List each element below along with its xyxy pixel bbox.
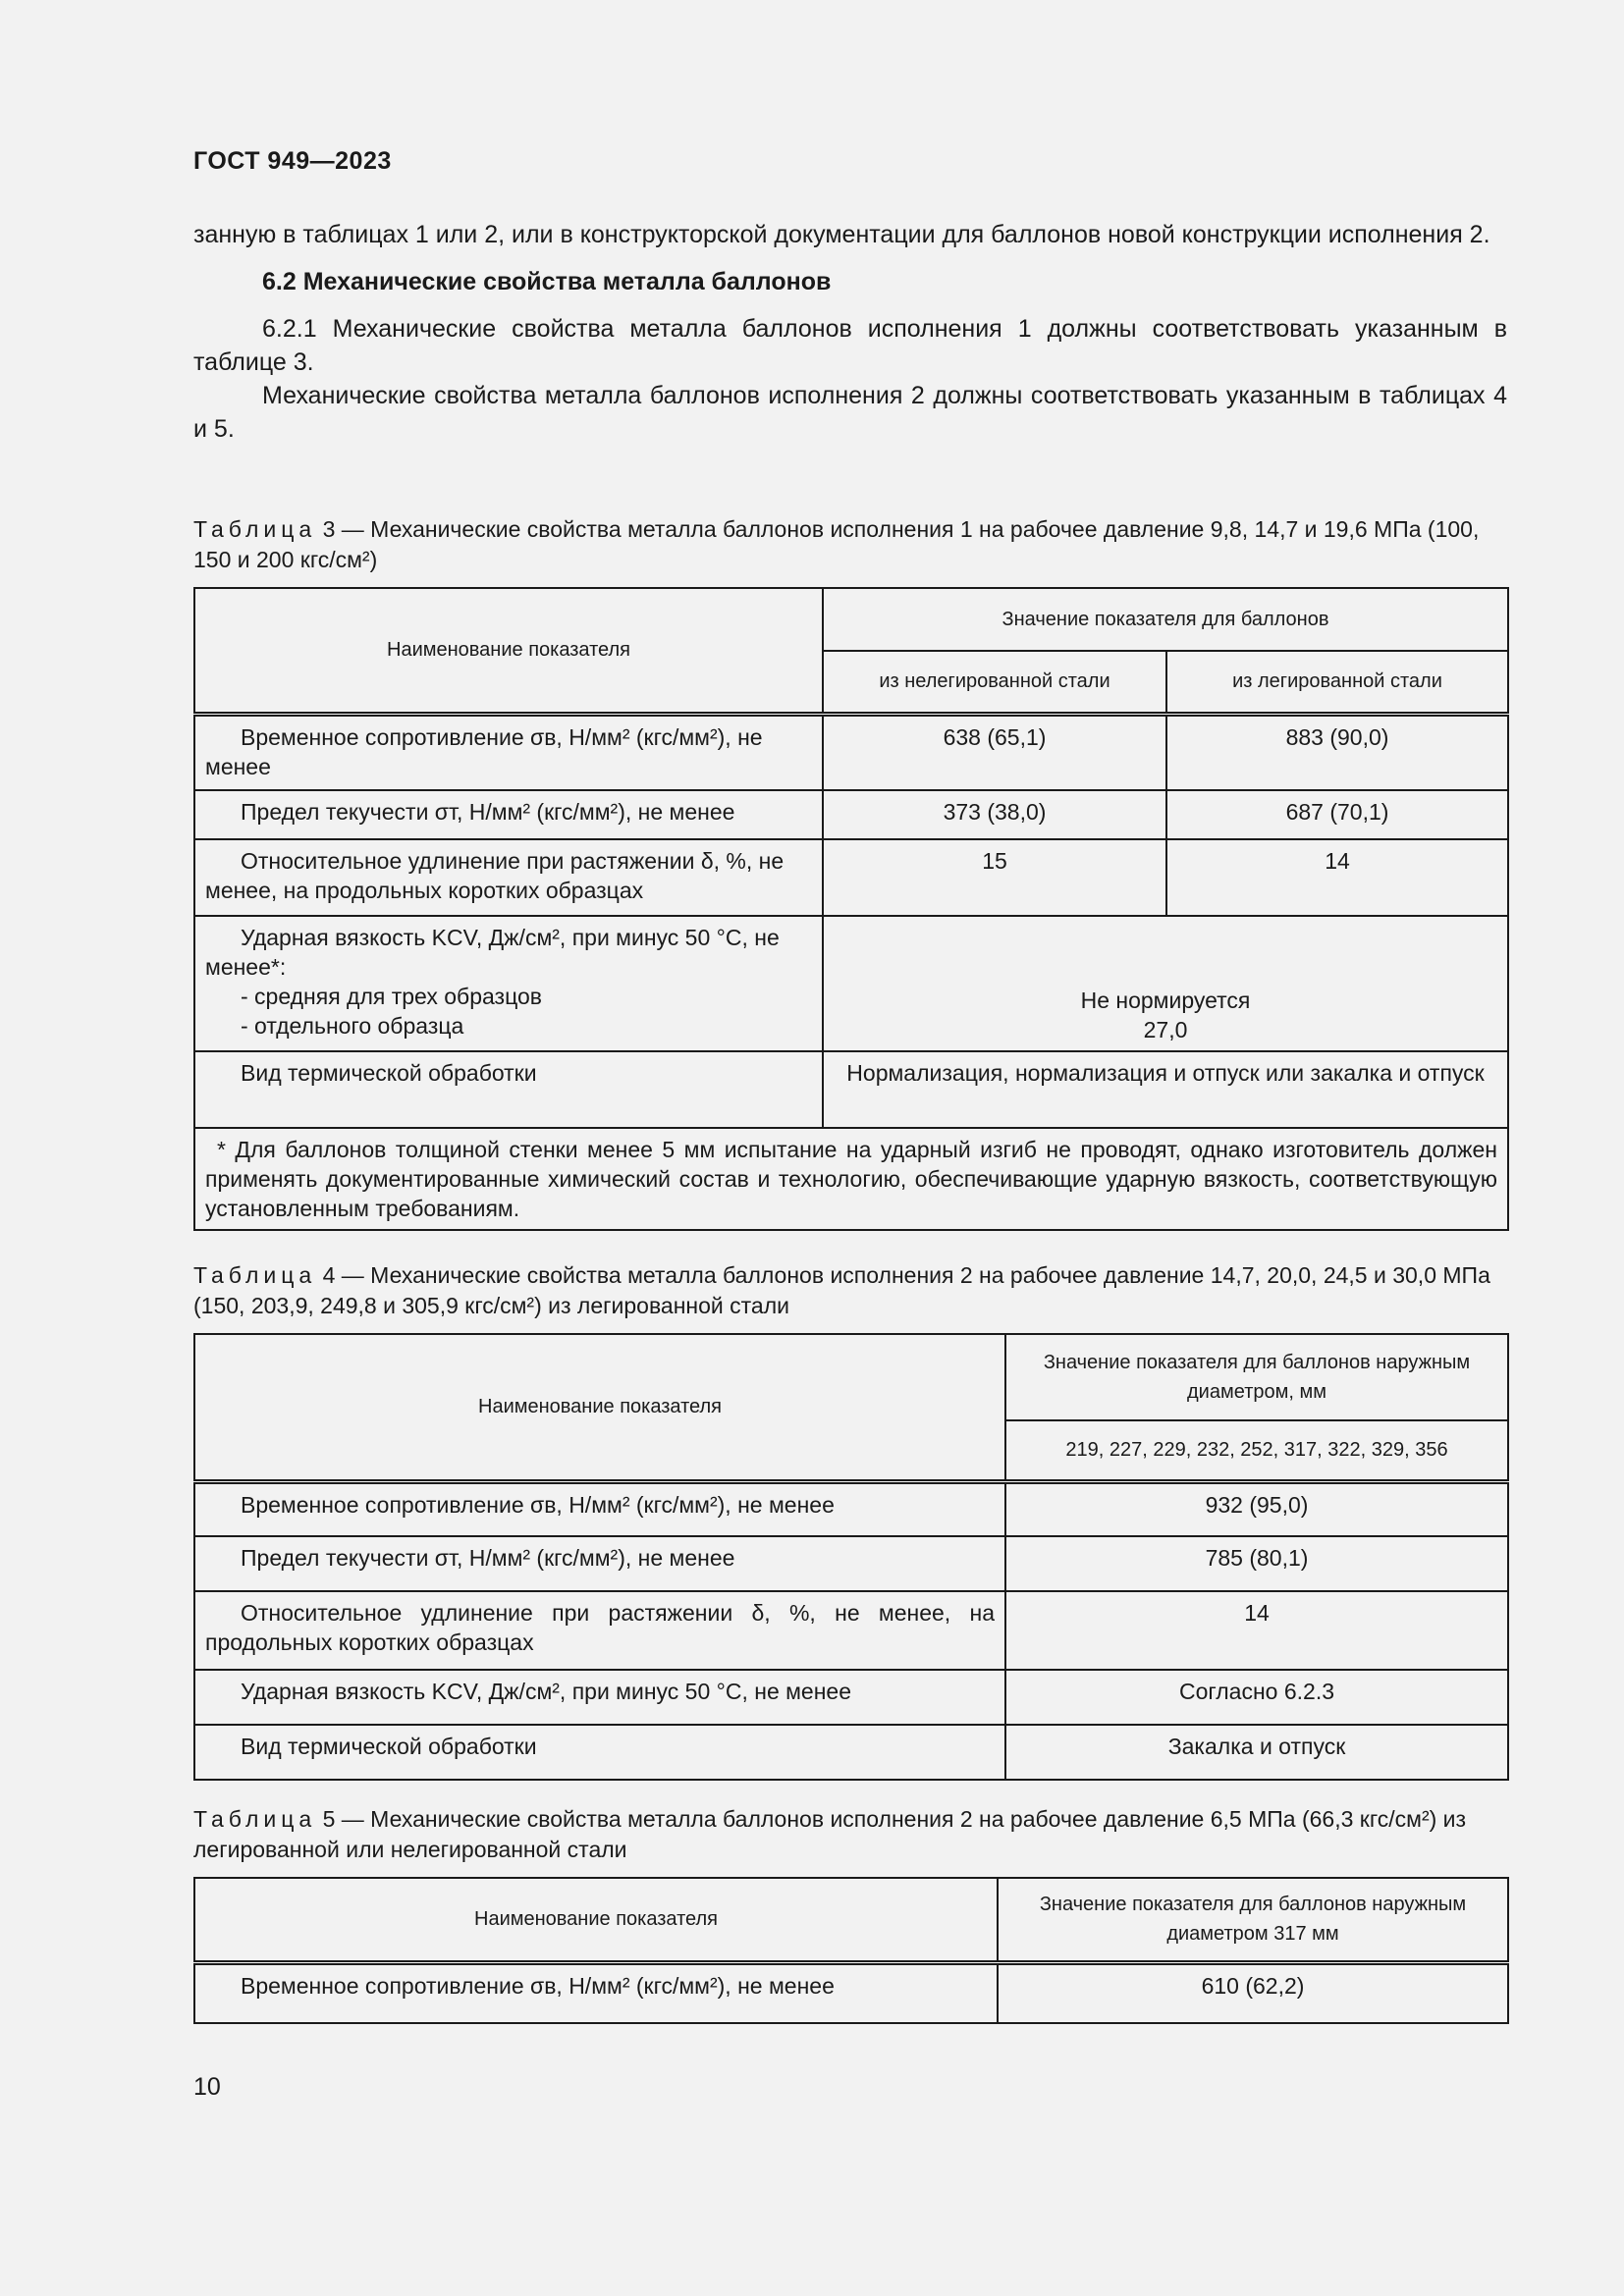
table5-header-name: Наименование показателя	[194, 1878, 998, 1962]
table-row	[194, 1670, 1508, 1725]
table4-header-diameters: 219, 227, 229, 232, 252, 317, 322, 329, 356	[1005, 1420, 1508, 1481]
table4-row-name: Предел текучести σт, Н/мм² (кгс/мм²), не менее	[194, 1536, 1005, 1591]
impact-item-average: - средняя для трех образцов	[241, 984, 542, 1009]
impact-value-single: 27,0	[1143, 1017, 1188, 1042]
table-row	[194, 916, 1508, 1051]
table3-header-name: Наименование показателя	[194, 588, 823, 714]
table-row	[194, 1536, 1508, 1591]
table4-header-name: Наименование показателя	[194, 1334, 1005, 1481]
table3-row-value-b: 883 (90,0)	[1166, 714, 1508, 790]
table5-caption-label: Таблица	[193, 1806, 317, 1832]
intro-text	[193, 218, 1507, 446]
table4-row-name: Относительное удлинение при растяжении δ, %, не менее, на продольных коротких образцах	[194, 1591, 1005, 1670]
table3-row-name: Предел текучести σт, Н/мм² (кгс/мм²), не менее	[194, 790, 823, 839]
table4-row-value: Согласно 6.2.3	[1005, 1670, 1508, 1725]
table3-row-name: Временное сопротивление σв, Н/мм² (кгс/мм²), не менее	[194, 714, 823, 790]
table-row	[194, 1962, 1508, 2023]
paragraph-tables-4-5: Механические свойства металла баллонов исполнения 2 должны соответствовать указанным в таблицах 4 и 5.	[193, 382, 1507, 443]
table3-row-value-a: 373 (38,0)	[823, 790, 1166, 839]
impact-value-average: Не нормируется	[1080, 988, 1251, 1013]
table5-header-group: Значение показателя для баллонов наружным диаметром 317 мм	[998, 1878, 1508, 1962]
table4-caption-label: Таблица	[193, 1262, 317, 1288]
table-row	[194, 790, 1508, 839]
table4-row-value: Закалка и отпуск	[1005, 1725, 1508, 1780]
table3-header-alloyed: из легированной стали	[1166, 651, 1508, 714]
table4-row-value: 14	[1005, 1591, 1508, 1670]
table3-row-value-b: 687 (70,1)	[1166, 790, 1508, 839]
table-row	[194, 1481, 1508, 1536]
impact-label: Ударная вязкость KCV, Дж/см², при минус 50 °С, не менее*:	[205, 925, 780, 980]
page-number: 10	[193, 2073, 221, 2101]
table3-impact-name	[194, 916, 823, 1051]
table-row	[194, 714, 1508, 790]
table5	[193, 1877, 1509, 2024]
table4-row-name: Временное сопротивление σв, Н/мм² (кгс/мм²), не менее	[194, 1481, 1005, 1536]
table3-caption	[193, 514, 1507, 575]
impact-item-single: - отдельного образца	[241, 1013, 464, 1039]
table3-header-group: Значение показателя для баллонов	[823, 588, 1508, 651]
table4-row-value: 932 (95,0)	[1005, 1481, 1508, 1536]
table5-row-name: Временное сопротивление σв, Н/мм² (кгс/мм²), не менее	[194, 1962, 998, 2023]
section-title: 6.2 Механические свойства металла баллонов	[262, 268, 832, 295]
table3-caption-text: 3 — Механические свойства металла баллонов исполнения 1 на рабочее давление 9,8, 14,7 и 19,6 МПа (100, 150 и 200 кгс/см²)	[193, 516, 1480, 572]
table3-caption-label: Таблица	[193, 516, 317, 542]
table-row	[194, 1725, 1508, 1780]
table5-caption-text: 5 — Механические свойства металла баллонов исполнения 2 на рабочее давление 6,5 МПа (66,3 кгс/см²) из легированной или нелегированной стали	[193, 1806, 1467, 1862]
table-row	[194, 1591, 1508, 1670]
table3-heat-value: Нормализация, нормализация и отпуск или закалка и отпуск	[823, 1051, 1508, 1128]
table4-row-name: Ударная вязкость KCV, Дж/см², при минус 50 °С, не менее	[194, 1670, 1005, 1725]
table3-row-name: Относительное удлинение при растяжении δ, %, не менее, на продольных коротких образцах	[194, 839, 823, 916]
table4-row-value: 785 (80,1)	[1005, 1536, 1508, 1591]
table5-caption	[193, 1804, 1507, 1865]
table3-row-value-a: 638 (65,1)	[823, 714, 1166, 790]
table3-footnote: * Для баллонов толщиной стенки менее 5 мм испытание на ударный изгиб не проводят, однако изготовитель должен применять документированные химический состав и технологию, обеспечивающие ударную вязкость, соответствующую установленным требованиям.	[194, 1128, 1508, 1230]
table3-heat-name: Вид термической обработки	[194, 1051, 823, 1128]
document-header: ГОСТ 949—2023	[193, 147, 392, 175]
table-row	[194, 839, 1508, 916]
paragraph-continuation: занную в таблицах 1 или 2, или в конструкторской документации для баллонов новой конструкции исполнения 2.	[193, 221, 1490, 248]
table3-header-unalloyed: из нелегированной стали	[823, 651, 1166, 714]
table4-caption	[193, 1260, 1507, 1321]
table4	[193, 1333, 1509, 1781]
table3-row-value-a: 15	[823, 839, 1166, 916]
table4-header-group: Значение показателя для баллонов наружным диаметром, мм	[1005, 1334, 1508, 1420]
table3	[193, 587, 1509, 1231]
table5-row-value: 610 (62,2)	[998, 1962, 1508, 2023]
table-row	[194, 1051, 1508, 1128]
table4-row-name: Вид термической обработки	[194, 1725, 1005, 1780]
table3-row-value-b: 14	[1166, 839, 1508, 916]
table3-footnote-row	[194, 1128, 1508, 1230]
paragraph-6-2-1: 6.2.1 Механические свойства металла баллонов исполнения 1 должны соответствовать указанным в таблице 3.	[193, 315, 1507, 376]
table3-impact-value	[823, 916, 1508, 1051]
table4-caption-text: 4 — Механические свойства металла баллонов исполнения 2 на рабочее давление 14,7, 20,0, 24,5 и 30,0 МПа (150, 203,9, 249,8 и 305,9 кгс/см²) из легированной стали	[193, 1262, 1490, 1318]
